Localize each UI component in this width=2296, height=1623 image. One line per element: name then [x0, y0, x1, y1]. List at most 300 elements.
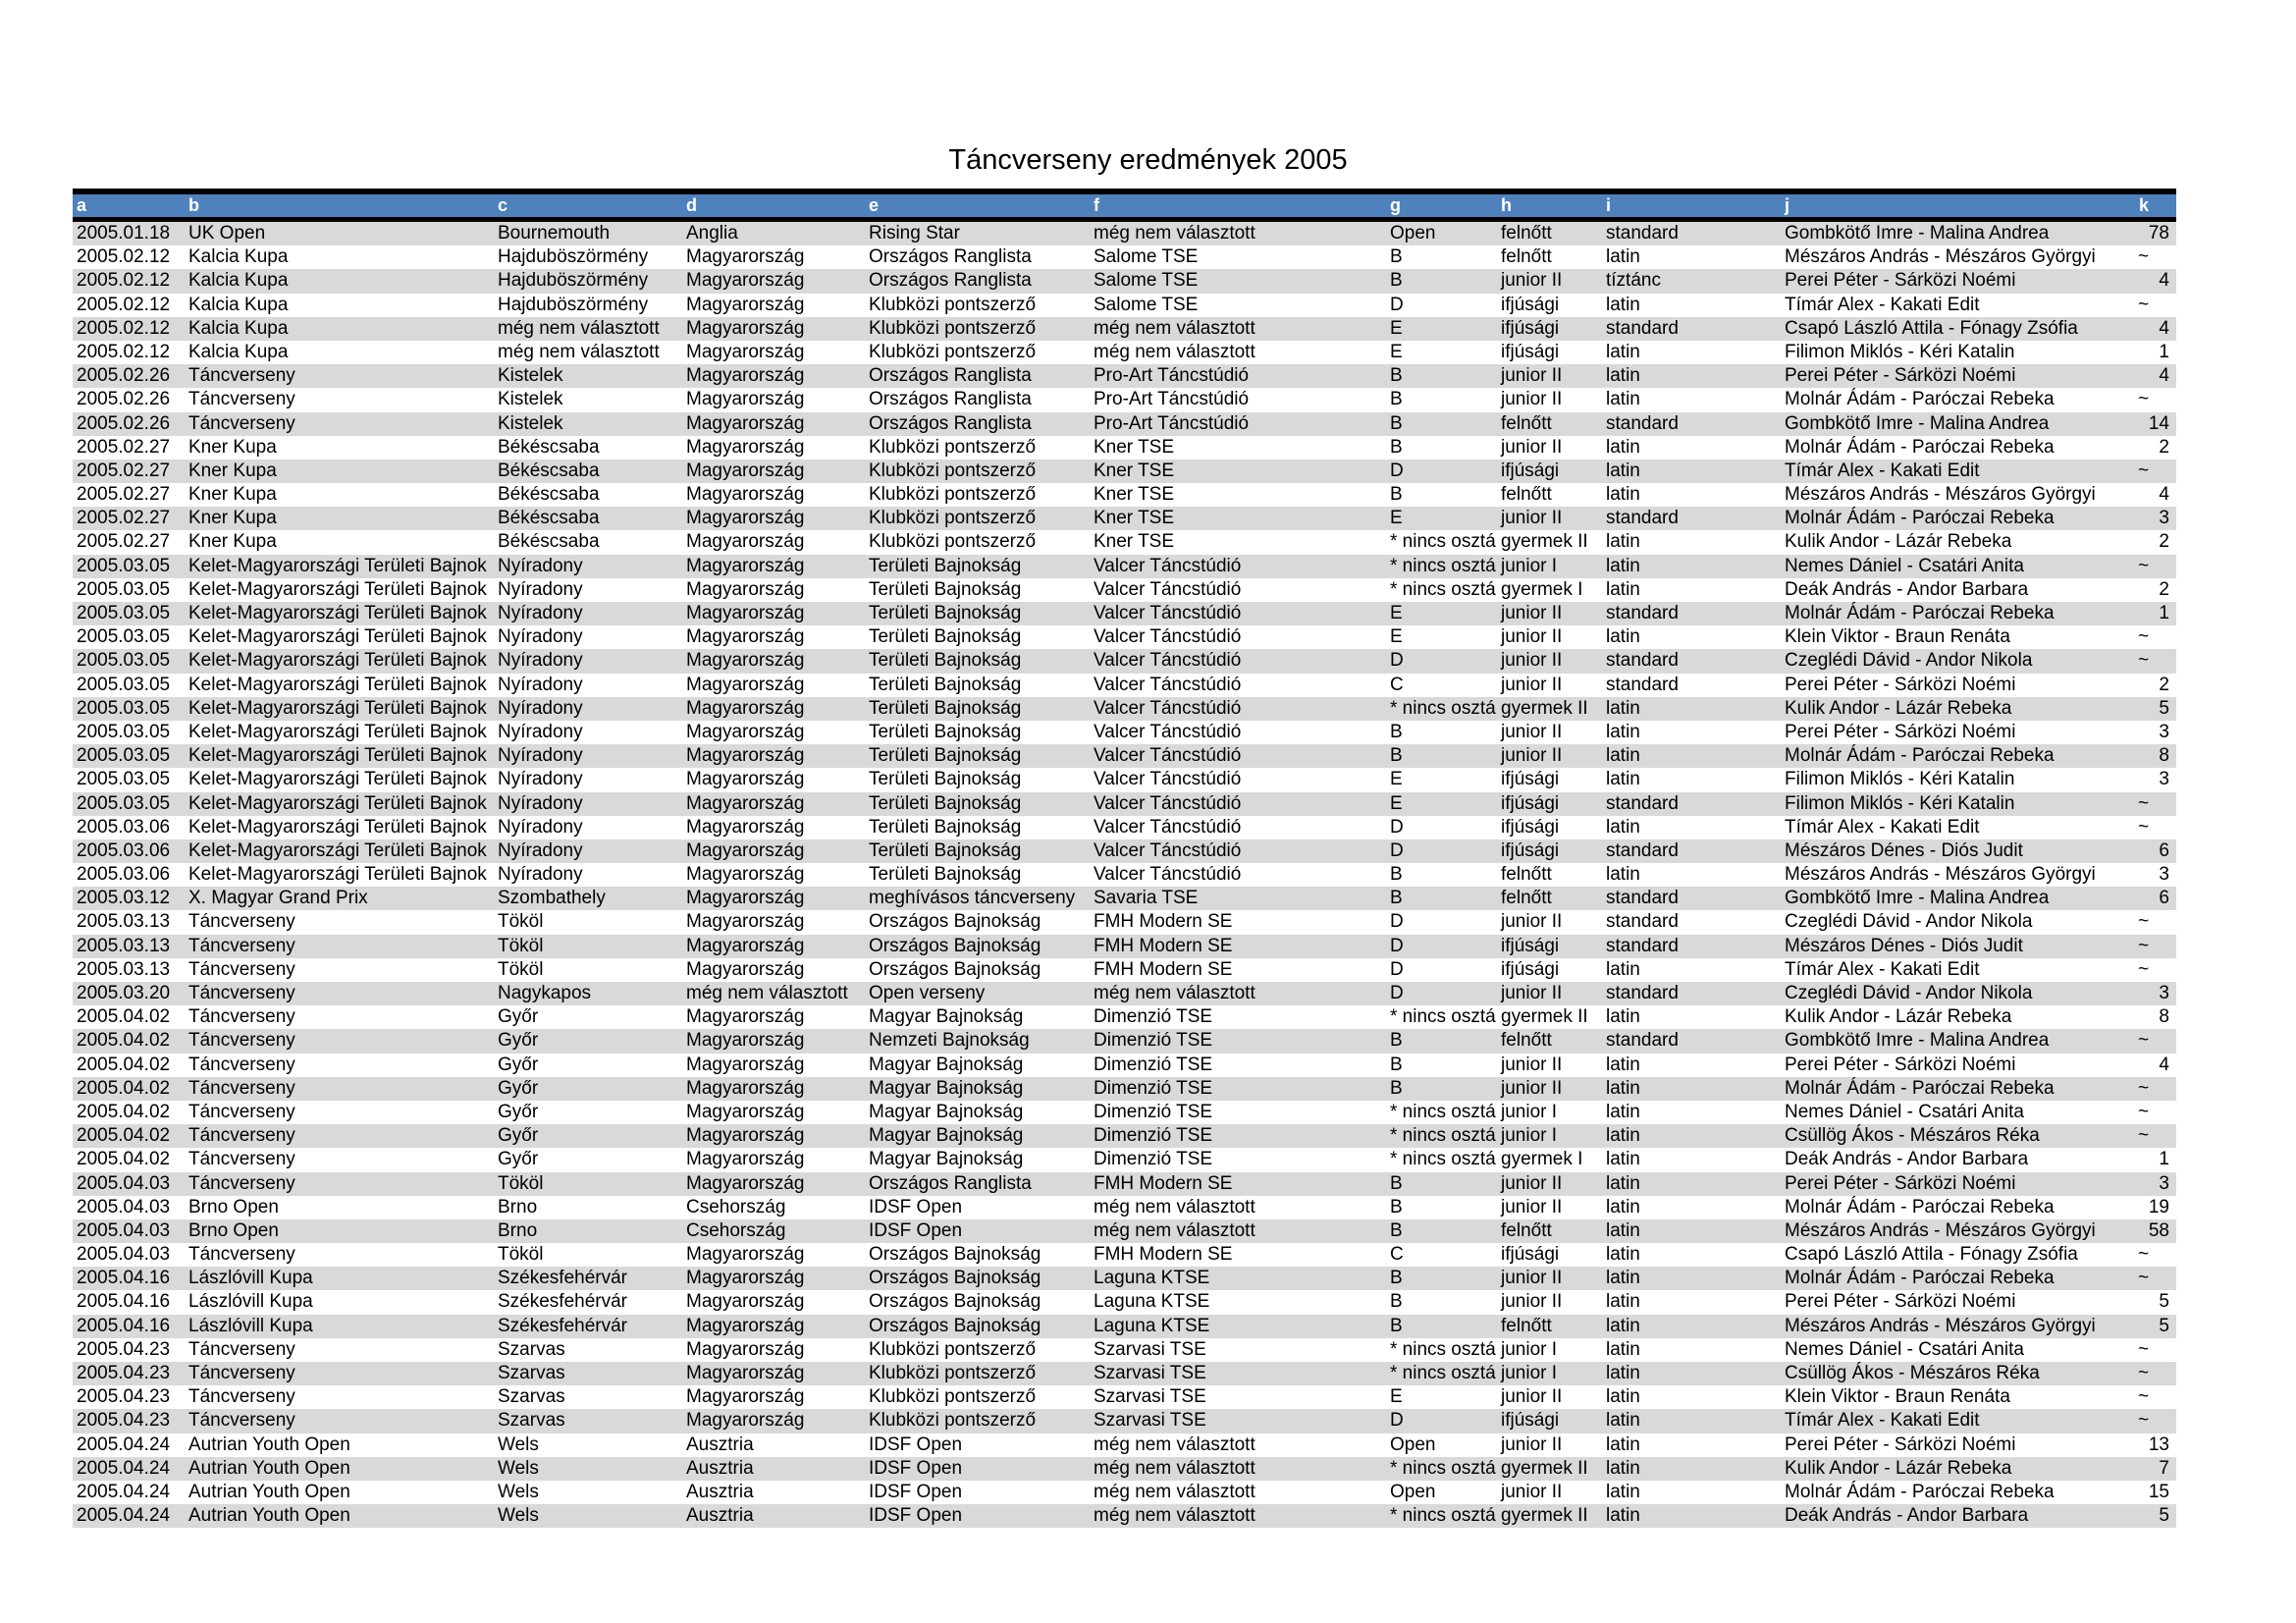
cell-k: ~ — [2138, 1338, 2150, 1360]
table-row — [73, 507, 2176, 530]
cell-j: Mészáros Dénes - Diós Judit — [1785, 935, 2023, 956]
cell-i: latin — [1606, 294, 1640, 315]
cell-h: junior I — [1501, 1125, 1558, 1147]
cell-e: Területi Bajnokság — [869, 555, 1022, 576]
cell-c: Nyíradony — [498, 626, 583, 648]
cell-b: Brno Open — [188, 1196, 279, 1217]
cell-g: B — [1390, 1054, 1403, 1075]
table-row — [73, 1434, 2176, 1457]
cell-d: Magyarország — [686, 745, 805, 767]
cell-a: 2005.02.12 — [77, 246, 171, 268]
cell-c: Nyíradony — [498, 839, 583, 861]
cell-f: még nem választott — [1094, 1505, 1255, 1527]
cell-h: felnőtt — [1501, 223, 1552, 243]
cell-h: gyermek II — [1501, 697, 1588, 719]
cell-c: Nyíradony — [498, 603, 583, 623]
cell-b: Táncverseny — [188, 1006, 295, 1028]
cell-f: Szarvasi TSE — [1094, 1410, 1206, 1432]
cell-a: 2005.03.05 — [77, 792, 171, 814]
cell-a: 2005.02.12 — [77, 341, 171, 362]
cell-g: C — [1390, 674, 1404, 695]
cell-h: junior II — [1501, 603, 1563, 623]
cell-c: Győr — [498, 1006, 539, 1028]
cell-k: 4 — [2159, 484, 2169, 506]
cell-a: 2005.04.23 — [77, 1338, 171, 1360]
cell-j: Filimon Miklós - Kéri Katalin — [1785, 769, 2015, 790]
table-row — [73, 697, 2176, 721]
table-row — [73, 1504, 2176, 1528]
cell-a: 2005.04.02 — [77, 1030, 171, 1052]
cell-h: junior II — [1501, 1077, 1563, 1099]
cell-b: Autrian Youth Open — [188, 1434, 350, 1455]
cell-a: 2005.02.26 — [77, 365, 171, 387]
cell-j: Deák András - Andor Barbara — [1785, 1149, 2029, 1170]
cell-g: E — [1390, 792, 1403, 814]
table-row — [73, 388, 2176, 411]
cell-a: 2005.04.03 — [77, 1196, 171, 1217]
cell-h: felnőtt — [1501, 1315, 1552, 1336]
cell-d: még nem választott — [686, 983, 848, 1003]
cell-i: latin — [1606, 1196, 1640, 1217]
cell-b: Lászlóvill Kupa — [188, 1268, 313, 1289]
cell-h: junior II — [1501, 1386, 1563, 1408]
cell-h: junior II — [1501, 508, 1563, 529]
cell-f: Valcer Táncstúdió — [1094, 745, 1242, 767]
cell-j: Deák András - Andor Barbara — [1785, 1505, 2029, 1527]
cell-k: 3 — [2159, 721, 2169, 742]
table-row — [73, 649, 2176, 673]
cell-a: 2005.03.13 — [77, 935, 171, 956]
cell-h: junior I — [1501, 1101, 1558, 1122]
cell-d: Magyarország — [686, 270, 805, 292]
cell-a: 2005.04.02 — [77, 1125, 171, 1147]
cell-a: 2005.04.16 — [77, 1291, 171, 1313]
cell-i: latin — [1606, 1268, 1640, 1289]
cell-a: 2005.04.02 — [77, 1006, 171, 1028]
cell-a: 2005.02.12 — [77, 317, 171, 339]
cell-e: Klubközi pontszerző — [869, 317, 1037, 339]
cell-d: Magyarország — [686, 365, 805, 387]
cell-e: Területi Bajnokság — [869, 721, 1022, 742]
cell-g: B — [1390, 1172, 1403, 1194]
table-row — [73, 530, 2176, 554]
cell-h: gyermek I — [1501, 1149, 1583, 1170]
cell-f: FMH Modern SE — [1094, 1244, 1233, 1266]
cell-k: 8 — [2159, 745, 2169, 767]
cell-g: * nincs osztá — [1390, 1338, 1496, 1360]
cell-k: 78 — [2148, 223, 2169, 243]
column-header-e: e — [869, 195, 880, 215]
cell-c: Tököl — [498, 1244, 544, 1266]
cell-j: Molnár Ádám - Paróczai Rebeka — [1785, 436, 2055, 458]
cell-d: Magyarország — [686, 1149, 805, 1170]
cell-k: ~ — [2138, 1077, 2150, 1099]
cell-g: * nincs osztá — [1390, 1101, 1496, 1122]
table-row — [73, 245, 2176, 269]
column-header-d: d — [686, 195, 697, 215]
table-row — [73, 436, 2176, 460]
cell-c: Wels — [498, 1434, 539, 1455]
cell-h: felnőtt — [1501, 412, 1552, 434]
table-row — [73, 1054, 2176, 1077]
cell-f: még nem választott — [1094, 317, 1255, 339]
cell-d: Magyarország — [686, 317, 805, 339]
cell-d: Magyarország — [686, 839, 805, 861]
cell-c: Békéscsaba — [498, 436, 600, 458]
cell-a: 2005.04.03 — [77, 1244, 171, 1266]
cell-h: gyermek II — [1501, 531, 1588, 553]
cell-f: Valcer Táncstúdió — [1094, 816, 1242, 838]
cell-d: Magyarország — [686, 460, 805, 481]
table-row — [73, 910, 2176, 934]
cell-i: latin — [1606, 1457, 1640, 1479]
cell-h: gyermek II — [1501, 1505, 1588, 1527]
table-row — [73, 269, 2176, 293]
cell-c: Szarvas — [498, 1338, 565, 1360]
table-row — [73, 1148, 2176, 1171]
cell-h: gyermek II — [1501, 1457, 1588, 1479]
cell-j: Gombkötő Imre - Malina Andrea — [1785, 223, 2050, 243]
cell-f: Valcer Táncstúdió — [1094, 674, 1242, 695]
cell-c: Hajduböszörmény — [498, 270, 649, 292]
cell-f: még nem választott — [1094, 1219, 1255, 1241]
cell-g: D — [1390, 816, 1404, 838]
cell-i: latin — [1606, 1315, 1640, 1336]
cell-b: Táncverseny — [188, 389, 295, 410]
cell-g: D — [1390, 911, 1404, 933]
cell-e: Területi Bajnokság — [869, 674, 1022, 695]
cell-f: Kner TSE — [1094, 484, 1175, 506]
cell-d: Magyarország — [686, 1077, 805, 1099]
cell-i: latin — [1606, 1481, 1640, 1502]
cell-f: Laguna KTSE — [1094, 1291, 1210, 1313]
cell-d: Magyarország — [686, 389, 805, 410]
cell-g: E — [1390, 317, 1403, 339]
cell-d: Magyarország — [686, 1291, 805, 1313]
cell-i: tíztánc — [1606, 270, 1661, 292]
cell-a: 2005.04.03 — [77, 1172, 171, 1194]
cell-c: Békéscsaba — [498, 460, 600, 481]
table-row — [73, 792, 2176, 816]
cell-i: latin — [1606, 531, 1640, 553]
cell-b: Kelet-Magyarországi Területi Bajnok — [188, 745, 487, 767]
cell-j: Perei Péter - Sárközi Noémi — [1785, 1172, 2016, 1194]
cell-a: 2005.04.02 — [77, 1101, 171, 1122]
cell-j: Csüllög Ákos - Mészáros Réka — [1785, 1125, 2040, 1147]
cell-c: még nem választott — [498, 341, 660, 362]
cell-d: Magyarország — [686, 1410, 805, 1432]
cell-k: ~ — [2138, 1101, 2150, 1122]
cell-k: 5 — [2159, 697, 2169, 719]
cell-c: Nyíradony — [498, 769, 583, 790]
cell-a: 2005.03.13 — [77, 911, 171, 933]
cell-h: junior II — [1501, 1172, 1563, 1194]
cell-d: Magyarország — [686, 626, 805, 648]
cell-k: 3 — [2159, 769, 2169, 790]
cell-h: ifjúsági — [1501, 294, 1560, 315]
cell-a: 2005.04.24 — [77, 1434, 171, 1455]
cell-h: ifjúsági — [1501, 958, 1560, 980]
cell-g: E — [1390, 626, 1403, 648]
cell-a: 2005.02.12 — [77, 270, 171, 292]
cell-f: Salome TSE — [1094, 270, 1199, 292]
cell-g: B — [1390, 270, 1403, 292]
cell-k: 5 — [2159, 1505, 2169, 1527]
cell-g: B — [1390, 436, 1403, 458]
cell-k: 4 — [2159, 1054, 2169, 1075]
cell-b: Táncverseny — [188, 1172, 295, 1194]
cell-d: Magyarország — [686, 864, 805, 886]
cell-f: Kner TSE — [1094, 460, 1175, 481]
cell-g: B — [1390, 365, 1403, 387]
cell-k: ~ — [2138, 650, 2150, 672]
cell-c: Tököl — [498, 935, 544, 956]
cell-e: Magyar Bajnokság — [869, 1125, 1024, 1147]
cell-a: 2005.04.02 — [77, 1149, 171, 1170]
cell-f: Valcer Táncstúdió — [1094, 578, 1242, 600]
cell-j: Gombkötő Imre - Malina Andrea — [1785, 412, 2050, 434]
cell-a: 2005.03.05 — [77, 555, 171, 576]
cell-i: latin — [1606, 1077, 1640, 1099]
cell-i: latin — [1606, 1101, 1640, 1122]
cell-e: Rising Star — [869, 223, 960, 243]
cell-j: Czeglédi Dávid - Andor Nikola — [1785, 650, 2033, 672]
cell-b: Kelet-Magyarországi Területi Bajnok — [188, 816, 487, 838]
cell-e: Klubközi pontszerző — [869, 460, 1037, 481]
cell-f: Laguna KTSE — [1094, 1268, 1210, 1289]
cell-j: Mészáros András - Mészáros Györgyi — [1785, 1219, 2096, 1241]
cell-c: Székesfehérvár — [498, 1315, 628, 1336]
cell-b: Táncverseny — [188, 1101, 295, 1122]
cell-k: ~ — [2138, 294, 2150, 315]
cell-k: 1 — [2159, 1149, 2169, 1170]
cell-d: Magyarország — [686, 1030, 805, 1052]
table-row — [73, 674, 2176, 697]
cell-e: Klubközi pontszerző — [869, 1338, 1037, 1360]
cell-i: latin — [1606, 460, 1640, 481]
cell-h: junior I — [1501, 1363, 1558, 1383]
cell-a: 2005.04.02 — [77, 1077, 171, 1099]
cell-b: Táncverseny — [188, 983, 295, 1003]
table-row — [73, 1005, 2176, 1029]
cell-f: FMH Modern SE — [1094, 911, 1233, 933]
cell-h: gyermek II — [1501, 1006, 1588, 1028]
cell-j: Molnár Ádám - Paróczai Rebeka — [1785, 1268, 2055, 1289]
cell-b: Kner Kupa — [188, 460, 277, 481]
cell-j: Filimon Miklós - Kéri Katalin — [1785, 792, 2015, 814]
cell-g: B — [1390, 745, 1403, 767]
cell-g: * nincs osztá — [1390, 555, 1496, 576]
cell-k: ~ — [2138, 792, 2150, 814]
cell-h: felnőtt — [1501, 246, 1552, 268]
cell-d: Magyarország — [686, 555, 805, 576]
cell-f: Laguna KTSE — [1094, 1315, 1210, 1336]
cell-k: 7 — [2159, 1457, 2169, 1479]
cell-c: Szarvas — [498, 1410, 565, 1432]
cell-h: ifjúsági — [1501, 935, 1560, 956]
column-header-a: a — [77, 195, 87, 215]
cell-b: Kner Kupa — [188, 531, 277, 553]
cell-e: Klubközi pontszerző — [869, 436, 1037, 458]
cell-c: még nem választott — [498, 317, 660, 339]
cell-g: C — [1390, 1244, 1404, 1266]
cell-b: Kelet-Magyarországi Területi Bajnok — [188, 603, 487, 623]
cell-e: Országos Bajnokság — [869, 911, 1041, 933]
cell-a: 2005.02.27 — [77, 484, 171, 506]
cell-c: Szarvas — [498, 1386, 565, 1408]
table-row — [73, 744, 2176, 768]
cell-g: B — [1390, 1030, 1403, 1052]
cell-h: ifjúsági — [1501, 839, 1560, 861]
table-row — [73, 1481, 2176, 1504]
cell-j: Perei Péter - Sárközi Noémi — [1785, 365, 2016, 387]
cell-f: Pro-Art Táncstúdió — [1094, 365, 1250, 387]
cell-c: Békéscsaba — [498, 508, 600, 529]
table-row — [73, 1101, 2176, 1124]
table-row — [73, 483, 2176, 507]
cell-b: Kelet-Magyarországi Területi Bajnok — [188, 578, 487, 600]
cell-e: Klubközi pontszerző — [869, 294, 1037, 315]
cell-h: junior II — [1501, 1268, 1563, 1289]
table-row — [73, 958, 2176, 982]
cell-e: IDSF Open — [869, 1434, 963, 1455]
cell-e: Területi Bajnokság — [869, 603, 1022, 623]
cell-i: latin — [1606, 555, 1640, 576]
cell-a: 2005.03.05 — [77, 603, 171, 623]
cell-d: Magyarország — [686, 578, 805, 600]
cell-h: junior II — [1501, 1196, 1563, 1217]
cell-h: ifjúsági — [1501, 792, 1560, 814]
table-row — [73, 721, 2176, 744]
cell-f: még nem választott — [1094, 341, 1255, 362]
cell-k: ~ — [2138, 816, 2150, 838]
cell-k: 3 — [2159, 1172, 2169, 1194]
cell-e: Területi Bajnokság — [869, 578, 1022, 600]
cell-c: Bournemouth — [498, 223, 611, 243]
cell-c: Tököl — [498, 911, 544, 933]
table-row — [73, 294, 2176, 317]
cell-h: junior II — [1501, 1054, 1563, 1075]
cell-e: IDSF Open — [869, 1219, 963, 1241]
cell-e: Területi Bajnokság — [869, 769, 1022, 790]
table-row — [73, 768, 2176, 791]
cell-a: 2005.04.02 — [77, 1054, 171, 1075]
cell-a: 2005.03.13 — [77, 958, 171, 980]
cell-b: Autrian Youth Open — [188, 1457, 350, 1479]
cell-b: Kalcia Kupa — [188, 341, 289, 362]
cell-f: Dimenzió TSE — [1094, 1030, 1213, 1052]
cell-i: latin — [1606, 1149, 1640, 1170]
cell-f: Dimenzió TSE — [1094, 1054, 1213, 1075]
cell-i: standard — [1606, 317, 1679, 339]
cell-g: E — [1390, 508, 1403, 529]
table-row — [73, 1077, 2176, 1101]
cell-c: Nyíradony — [498, 674, 583, 695]
cell-g: D — [1390, 958, 1404, 980]
cell-g: B — [1390, 721, 1403, 742]
column-header-row — [73, 194, 2176, 217]
cell-d: Ausztria — [686, 1434, 754, 1455]
table-row — [73, 412, 2176, 436]
cell-b: Kalcia Kupa — [188, 294, 289, 315]
cell-h: junior II — [1501, 983, 1563, 1003]
cell-k: 3 — [2159, 983, 2169, 1003]
table-row — [73, 1457, 2176, 1481]
cell-k: 5 — [2159, 1291, 2169, 1313]
cell-a: 2005.03.06 — [77, 839, 171, 861]
cell-i: latin — [1606, 1291, 1640, 1313]
cell-j: Mészáros András - Mészáros Györgyi — [1785, 246, 2096, 268]
cell-j: Molnár Ádám - Paróczai Rebeka — [1785, 1481, 2055, 1502]
cell-k: 6 — [2159, 888, 2169, 909]
cell-d: Ausztria — [686, 1457, 754, 1479]
cell-g: * nincs osztá — [1390, 578, 1496, 600]
cell-j: Molnár Ádám - Paróczai Rebeka — [1785, 745, 2055, 767]
results-table — [73, 189, 2176, 1528]
cell-i: standard — [1606, 412, 1679, 434]
cell-h: ifjúsági — [1501, 460, 1560, 481]
cell-d: Magyarország — [686, 1386, 805, 1408]
cell-f: Dimenzió TSE — [1094, 1101, 1213, 1122]
cell-c: Székesfehérvár — [498, 1291, 628, 1313]
cell-g: D — [1390, 294, 1404, 315]
cell-f: Valcer Táncstúdió — [1094, 721, 1242, 742]
cell-k: 1 — [2159, 341, 2169, 362]
cell-g: * nincs osztá — [1390, 1505, 1496, 1527]
cell-g: E — [1390, 341, 1403, 362]
cell-g: E — [1390, 769, 1403, 790]
cell-f: még nem választott — [1094, 1457, 1255, 1479]
cell-d: Magyarország — [686, 603, 805, 623]
cell-i: latin — [1606, 1434, 1640, 1455]
cell-i: latin — [1606, 697, 1640, 719]
cell-k: 4 — [2159, 365, 2169, 387]
cell-d: Magyarország — [686, 911, 805, 933]
cell-j: Tímár Alex - Kakati Edit — [1785, 460, 1980, 481]
cell-a: 2005.03.05 — [77, 578, 171, 600]
cell-d: Magyarország — [686, 1172, 805, 1194]
cell-e: Nemzeti Bajnokság — [869, 1030, 1030, 1052]
cell-a: 2005.03.05 — [77, 626, 171, 648]
table-row — [73, 982, 2176, 1005]
cell-c: Nyíradony — [498, 792, 583, 814]
table-row — [73, 1124, 2176, 1148]
cell-h: gyermek I — [1501, 578, 1583, 600]
cell-g: * nincs osztá — [1390, 1125, 1496, 1147]
cell-i: latin — [1606, 626, 1640, 648]
cell-g: B — [1390, 1315, 1403, 1336]
cell-i: standard — [1606, 888, 1679, 909]
cell-b: Táncverseny — [188, 935, 295, 956]
cell-d: Magyarország — [686, 888, 805, 909]
cell-c: Nagykapos — [498, 983, 592, 1003]
cell-k: 6 — [2159, 839, 2169, 861]
table-row — [73, 1243, 2176, 1267]
cell-e: Magyar Bajnokság — [869, 1006, 1024, 1028]
cell-a: 2005.03.05 — [77, 674, 171, 695]
cell-e: IDSF Open — [869, 1196, 963, 1217]
table-row — [73, 555, 2176, 578]
cell-k: 1 — [2159, 603, 2169, 623]
cell-f: Kner TSE — [1094, 531, 1175, 553]
column-header-g: g — [1390, 195, 1401, 215]
cell-f: FMH Modern SE — [1094, 958, 1233, 980]
cell-b: Táncverseny — [188, 911, 295, 933]
cell-a: 2005.03.20 — [77, 983, 171, 1003]
cell-i: standard — [1606, 650, 1679, 672]
cell-a: 2005.04.16 — [77, 1315, 171, 1336]
cell-i: standard — [1606, 223, 1679, 243]
